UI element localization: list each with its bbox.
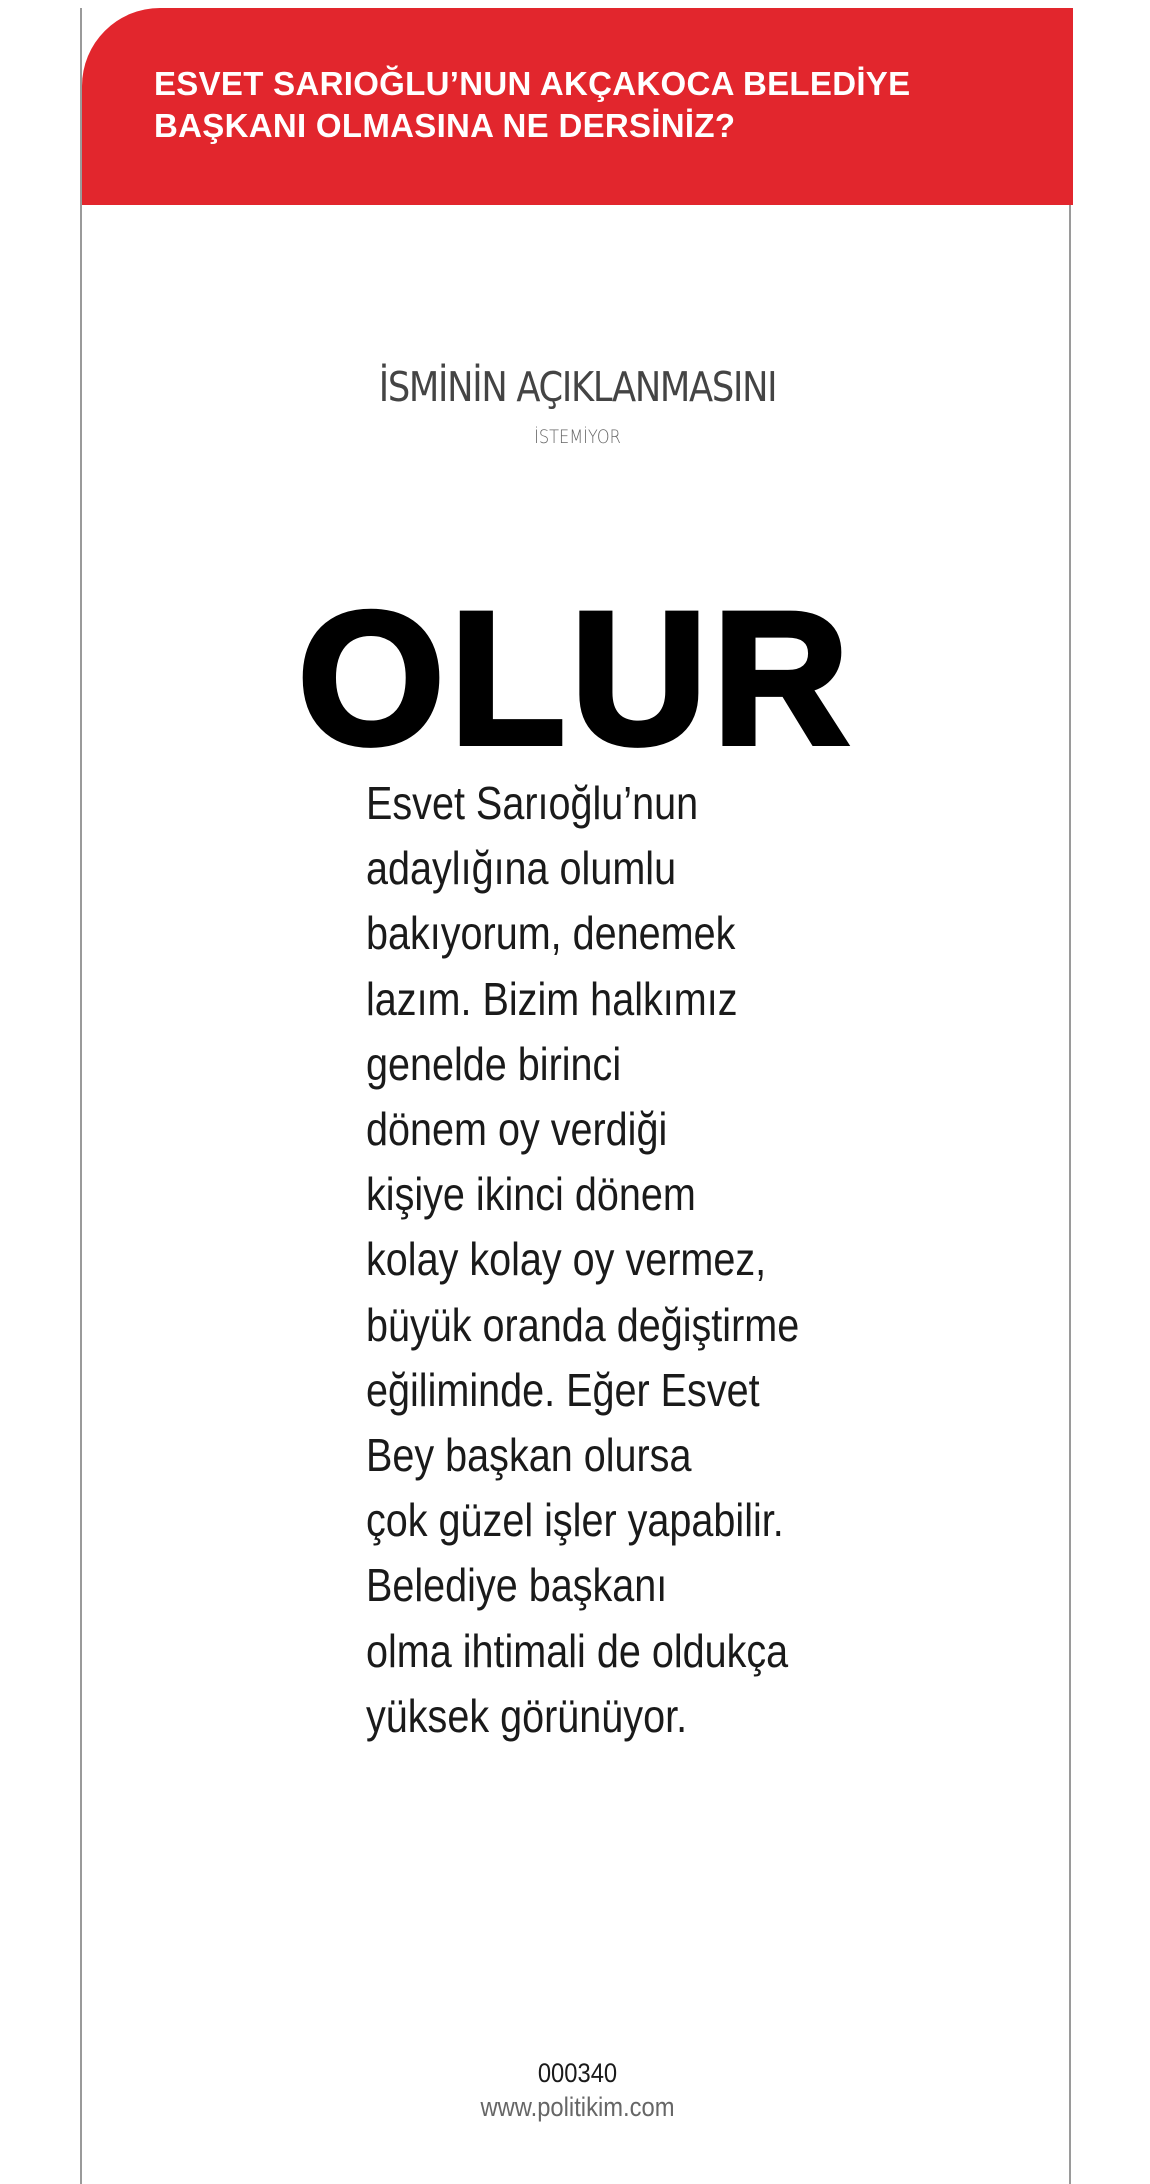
question-banner [82, 8, 1073, 205]
comment-line: lazım. Bizim halkımız [366, 972, 738, 1025]
footer-website-link[interactable]: www.politikim.com [480, 2092, 675, 2122]
comment-line: çok güzel işler yapabilir. [366, 1494, 784, 1547]
footer-code: 000340 [537, 2058, 618, 2088]
comment-line: kişiye ikinci dönem [366, 1168, 696, 1221]
comment-line: kolay kolay oy vermez, [366, 1233, 767, 1286]
comment-line: Bey başkan olursa [366, 1429, 692, 1482]
comment-line: yüksek görünüyor. [366, 1689, 688, 1742]
answer-comment [366, 771, 926, 1749]
answer-word: OLUR [298, 573, 855, 783]
comment-line: olma ihtimali de oldukça [366, 1624, 789, 1677]
question-line-1: ESVET SARIOĞLU’NUN AKÇAKOCA BELEDİYE [154, 65, 911, 102]
respondent-name: İSMİNİN AÇIKLANMASINI [378, 363, 777, 411]
comment-line: bakıyorum, denemek [366, 907, 736, 960]
comment-line: Esvet Sarıoğlu’nun [366, 777, 699, 829]
comment-line: adaylığına olumlu [366, 842, 677, 895]
comment-line: Belediye başkanı [366, 1559, 668, 1612]
comment-line: genelde birinci [366, 1037, 622, 1090]
comment-line: dönem oy verdiği [366, 1103, 668, 1156]
respondent-status: İSTEMİYOR [534, 426, 621, 448]
survey-card [80, 8, 1071, 2184]
question-line-2: BAŞKANI OLMASINA NE DERSİNİZ? [154, 107, 736, 144]
comment-line: eğiliminde. Eğer Esvet [366, 1363, 760, 1416]
comment-line: büyük oranda değiştirme [366, 1298, 800, 1351]
